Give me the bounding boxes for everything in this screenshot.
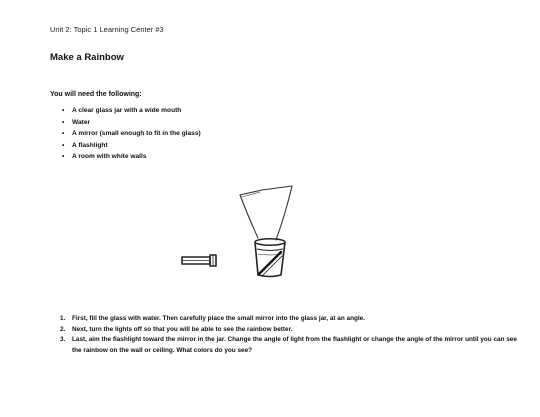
material-label: A clear glass jar with a wide mouth (72, 107, 182, 114)
list-item (62, 153, 201, 165)
mirror-icon (259, 252, 282, 276)
bullet-icon: • (62, 130, 65, 138)
material-label: Water (72, 118, 91, 126)
page-header: Unit 2: Topic 1 Learning Center #3 (50, 25, 164, 34)
materials-list (62, 107, 201, 165)
list-item (50, 325, 520, 336)
bullet-icon: • (62, 107, 65, 114)
bullet-icon: • (62, 118, 65, 126)
rainbow-experiment-illustration (170, 180, 310, 290)
page-title: Make a Rainbow (50, 52, 124, 63)
material-label: A room with white walls (72, 153, 147, 161)
list-item (62, 119, 201, 131)
material-label: A mirror (small enough to fit in the glass) (72, 130, 201, 138)
materials-heading: You will need the following: (50, 91, 142, 98)
list-item (50, 335, 520, 356)
instructions-list (50, 314, 520, 356)
step-text: Next, turn the lights off so that you will be able to see the rainbow better. (72, 325, 293, 333)
step-number: 2. (60, 325, 66, 333)
step-text: First, fill the glass with water. Then carefully place the small mirror into the glass jar, at an angle. (72, 315, 365, 322)
step-number: 3. (60, 336, 66, 343)
light-beam-icon (240, 186, 292, 240)
list-item (62, 142, 201, 154)
list-item (50, 314, 520, 325)
bullet-icon: • (62, 153, 65, 161)
bullet-icon: • (62, 141, 65, 149)
step-text: Last, aim the flashlight toward the mirror in the jar. Change the angle of light from the flashlight or change the angle of the mirror until you can see the rainbow on the wall or ceiling. What colors do you see? (72, 336, 517, 354)
step-number: 1. (60, 315, 66, 322)
list-item (62, 107, 201, 119)
flashlight-icon (182, 255, 216, 266)
material-label: A flashlight (72, 141, 108, 149)
list-item (62, 130, 201, 142)
